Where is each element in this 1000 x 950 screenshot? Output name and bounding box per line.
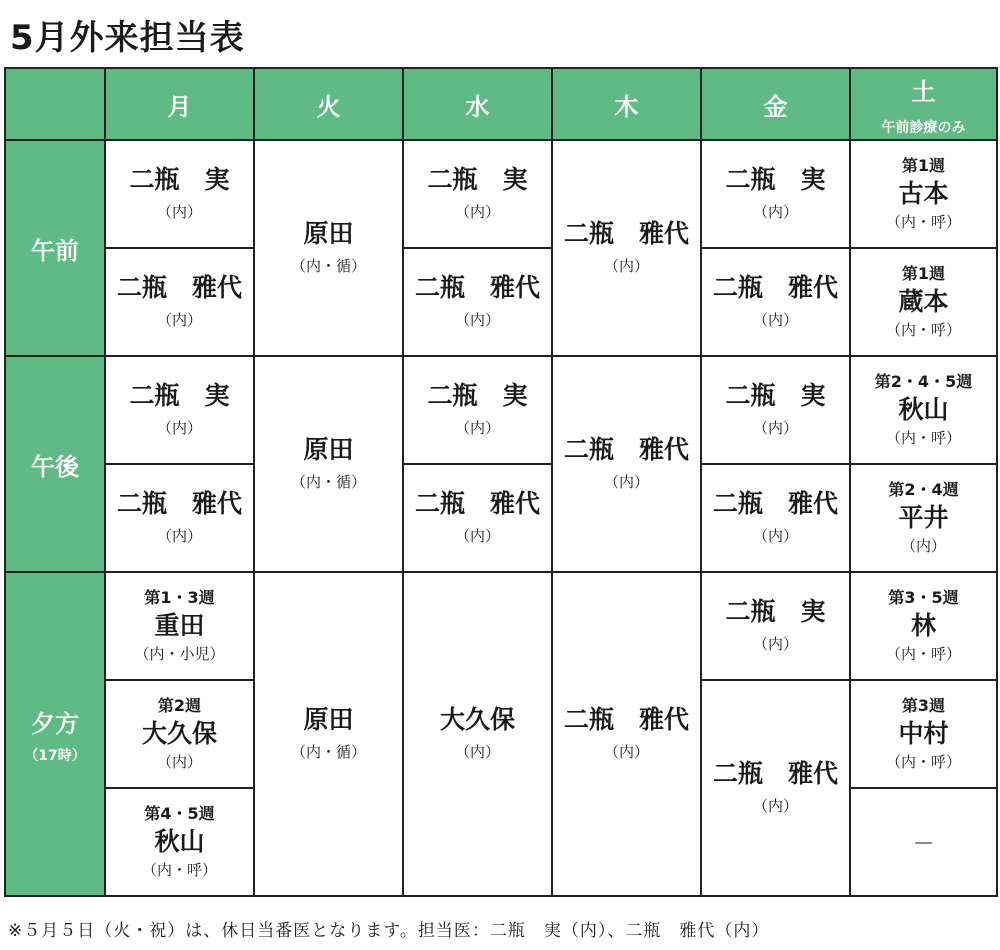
specialty-note: （内） — [156, 419, 202, 437]
cell-ev1-fri — [701, 572, 850, 680]
cell-pm1-wed — [403, 356, 552, 464]
row-head-ev — [5, 572, 105, 896]
specialty-note: （内・呼） — [885, 753, 961, 771]
doctor-name: 二瓶 雅代 — [563, 219, 689, 248]
specialty-note: （内・呼） — [885, 321, 961, 339]
outpatient-schedule-table — [4, 67, 998, 897]
doctor-name: 二瓶 雅代 — [563, 705, 689, 734]
doctor-name: 二瓶 実 — [427, 381, 528, 410]
specialty-note: （内・呼） — [885, 213, 961, 231]
doctor-name: 二瓶 実 — [725, 597, 826, 626]
specialty-note: （内） — [454, 311, 500, 329]
specialty-note: （内） — [454, 203, 500, 221]
cell-pm2-sat — [850, 464, 997, 572]
cell-ev1-mon — [105, 572, 254, 680]
cell-pm1-sat — [850, 356, 997, 464]
cell-am2-wed — [403, 248, 552, 356]
holiday-footnote: ※５月５日（火・祝）は、休日当番医となります。担当医：二瓶 実（内）、二瓶 雅代（内） — [8, 921, 770, 941]
col-sat-label: 土 — [911, 77, 936, 106]
table-row — [5, 140, 997, 248]
col-tue: 火 — [254, 68, 403, 140]
cell-ev2-sat — [850, 680, 997, 788]
table-row — [5, 464, 997, 572]
cell-pm1-fri — [701, 356, 850, 464]
table-row — [5, 248, 997, 356]
specialty-note: （内） — [454, 743, 500, 761]
col-thu: 木 — [552, 68, 701, 140]
cell-am2-sat — [850, 248, 997, 356]
cell-pm2-fri — [701, 464, 850, 572]
doctor-name: 古本 — [898, 179, 949, 208]
col-wed: 水 — [403, 68, 552, 140]
saturday-note: 午前診療のみ — [881, 119, 966, 136]
row-head-ev-time: （17時） — [24, 747, 86, 764]
specialty-note: （内） — [752, 203, 798, 221]
week-label: 第3・5週 — [888, 588, 959, 607]
specialty-note: （内） — [156, 527, 202, 545]
cell-pm-tue — [254, 356, 403, 572]
table-row — [5, 356, 997, 464]
cell-am-tue — [254, 140, 403, 356]
week-label: 第4・5週 — [144, 804, 215, 823]
doctor-name: 中村 — [898, 719, 949, 748]
specialty-note: （内） — [603, 743, 649, 761]
doctor-name: 大久保 — [439, 705, 515, 734]
cell-pm-thu — [552, 356, 701, 572]
col-sat — [850, 68, 997, 140]
doctor-name: 二瓶 雅代 — [414, 489, 540, 518]
week-label: 第1週 — [901, 156, 946, 175]
week-label: 第2週 — [157, 696, 202, 715]
row-head-ev-label: 夕方 — [31, 709, 79, 738]
doctor-name: 二瓶 雅代 — [116, 489, 242, 518]
specialty-note: （内） — [603, 473, 649, 491]
doctor-name: 秋山 — [898, 395, 949, 424]
cell-ev1-sat — [850, 572, 997, 680]
week-label: 第3週 — [901, 696, 946, 715]
row-head-am: 午前 — [5, 140, 105, 356]
specialty-note: （内） — [454, 527, 500, 545]
specialty-note: （内） — [900, 537, 946, 555]
week-label: 第1週 — [901, 264, 946, 283]
doctor-name: 重田 — [154, 611, 205, 640]
cell-am2-fri — [701, 248, 850, 356]
col-mon: 月 — [105, 68, 254, 140]
specialty-note: （内） — [752, 527, 798, 545]
specialty-note: （内・呼） — [885, 645, 961, 663]
cell-ev2-fri — [701, 680, 850, 896]
doctor-name: 林 — [910, 611, 936, 640]
cell-pm2-wed — [403, 464, 552, 572]
doctor-name: 原田 — [303, 435, 354, 464]
specialty-note: （内） — [454, 419, 500, 437]
cell-am1-sat — [850, 140, 997, 248]
cell-am1-mon — [105, 140, 254, 248]
specialty-note: （内・循） — [290, 257, 366, 275]
corner-cell — [5, 68, 105, 140]
doctor-name: 蔵本 — [898, 287, 949, 316]
specialty-note: （内・呼） — [885, 429, 961, 447]
doctor-name: 二瓶 実 — [725, 165, 826, 194]
specialty-note: （内） — [156, 203, 202, 221]
doctor-name: 秋山 — [154, 827, 205, 856]
cell-ev3-sat — [850, 788, 997, 896]
cell-ev-wed — [403, 572, 552, 896]
cell-am-thu — [552, 140, 701, 356]
cell-ev-thu — [552, 572, 701, 896]
doctor-name: 二瓶 実 — [427, 165, 528, 194]
page-title: 5月外来担当表 — [10, 18, 245, 58]
no-doctor-dash: － — [912, 831, 935, 857]
cell-ev3-mon — [105, 788, 254, 896]
doctor-name: 平井 — [898, 503, 949, 532]
specialty-note: （内・循） — [290, 743, 366, 761]
header-row — [5, 68, 997, 140]
specialty-note: （内・小児） — [134, 645, 225, 663]
table-row — [5, 572, 997, 680]
specialty-note: （内） — [752, 797, 798, 815]
week-label: 第2・4週 — [888, 480, 959, 499]
row-head-pm: 午後 — [5, 356, 105, 572]
cell-ev-tue — [254, 572, 403, 896]
doctor-name: 二瓶 実 — [129, 165, 230, 194]
specialty-note: （内） — [752, 419, 798, 437]
specialty-note: （内） — [156, 753, 202, 771]
doctor-name: 二瓶 雅代 — [712, 759, 838, 788]
cell-am2-mon — [105, 248, 254, 356]
week-label: 第2・4・5週 — [874, 372, 973, 391]
doctor-name: 原田 — [303, 705, 354, 734]
doctor-name: 二瓶 雅代 — [712, 489, 838, 518]
doctor-name: 二瓶 雅代 — [712, 273, 838, 302]
cell-pm1-mon — [105, 356, 254, 464]
specialty-note: （内・呼） — [141, 861, 217, 879]
doctor-name: 二瓶 実 — [129, 381, 230, 410]
doctor-name: 二瓶 雅代 — [563, 435, 689, 464]
doctor-name: 大久保 — [141, 719, 217, 748]
doctor-name: 二瓶 実 — [725, 381, 826, 410]
doctor-name: 原田 — [303, 219, 354, 248]
cell-am1-fri — [701, 140, 850, 248]
doctor-name: 二瓶 雅代 — [414, 273, 540, 302]
cell-ev2-mon — [105, 680, 254, 788]
specialty-note: （内） — [752, 635, 798, 653]
specialty-note: （内） — [752, 311, 798, 329]
specialty-note: （内） — [603, 257, 649, 275]
col-fri: 金 — [701, 68, 850, 140]
cell-pm2-mon — [105, 464, 254, 572]
week-label: 第1・3週 — [144, 588, 215, 607]
cell-am1-wed — [403, 140, 552, 248]
doctor-name: 二瓶 雅代 — [116, 273, 242, 302]
specialty-note: （内） — [156, 311, 202, 329]
specialty-note: （内・循） — [290, 473, 366, 491]
